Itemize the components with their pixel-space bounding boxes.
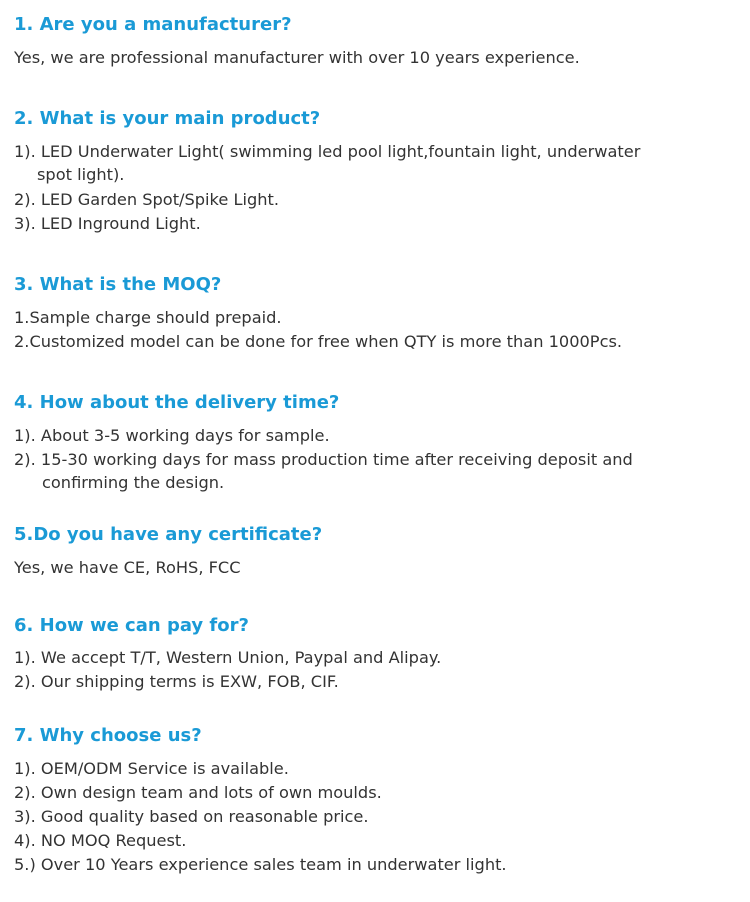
faq-answer-5-line-1: Yes, we have CE, RoHS, FCC	[14, 558, 241, 577]
faq-answer-7-line-4: 4). NO MOQ Request.	[14, 831, 187, 850]
faq-answer-2-line-1: 1). LED Underwater Light( swimming led pool light,fountain light, underwater	[14, 142, 641, 161]
faq-answer-7-line-1: 1). OEM/ODM Service is available.	[14, 759, 289, 778]
faq-answer-7-line-3: 3). Good quality based on reasonable price.	[14, 807, 369, 826]
faq-answer-6-line-1: 1). We accept T/T, Western Union, Paypal and Alipay.	[14, 648, 442, 667]
faq-question-1: 1. Are you a manufacturer?	[14, 14, 292, 35]
faq-answer-7-line-5: 5.) Over 10 Years experience sales team in underwater light.	[14, 855, 507, 874]
faq-answer-4-line-1: 1). About 3-5 working days for sample.	[14, 426, 330, 445]
faq-answer-7-line-2: 2). Own design team and lots of own moulds.	[14, 783, 382, 802]
faq-answer-1-line-1: Yes, we are professional manufacturer with over 10 years experience.	[14, 48, 580, 67]
faq-answer-3-line-1: 1.Sample charge should prepaid.	[14, 308, 282, 327]
faq-answer-4-line-2: 2). 15-30 working days for mass production time after receiving deposit and	[14, 450, 633, 469]
faq-answer-2-line-2: spot light).	[37, 165, 125, 184]
faq-question-6: 6. How we can pay for?	[14, 615, 249, 636]
faq-answer-2-line-4: 3). LED Inground Light.	[14, 214, 201, 233]
faq-answer-6-line-2: 2). Our shipping terms is EXW, FOB, CIF.	[14, 672, 339, 691]
faq-question-4: 4. How about the delivery time?	[14, 392, 340, 413]
faq-question-3: 3. What is the MOQ?	[14, 274, 222, 295]
faq-question-2: 2. What is your main product?	[14, 108, 321, 129]
faq-answer-3-line-2: 2.Customized model can be done for free when QTY is more than 1000Pcs.	[14, 332, 623, 351]
faq-answer-2-line-3: 2). LED Garden Spot/Spike Light.	[14, 190, 279, 209]
faq-question-5: 5.Do you have any certificate?	[14, 524, 323, 545]
faq-question-7: 7. Why choose us?	[14, 725, 202, 746]
faq-answer-4-line-3: confirming the design.	[42, 473, 225, 492]
